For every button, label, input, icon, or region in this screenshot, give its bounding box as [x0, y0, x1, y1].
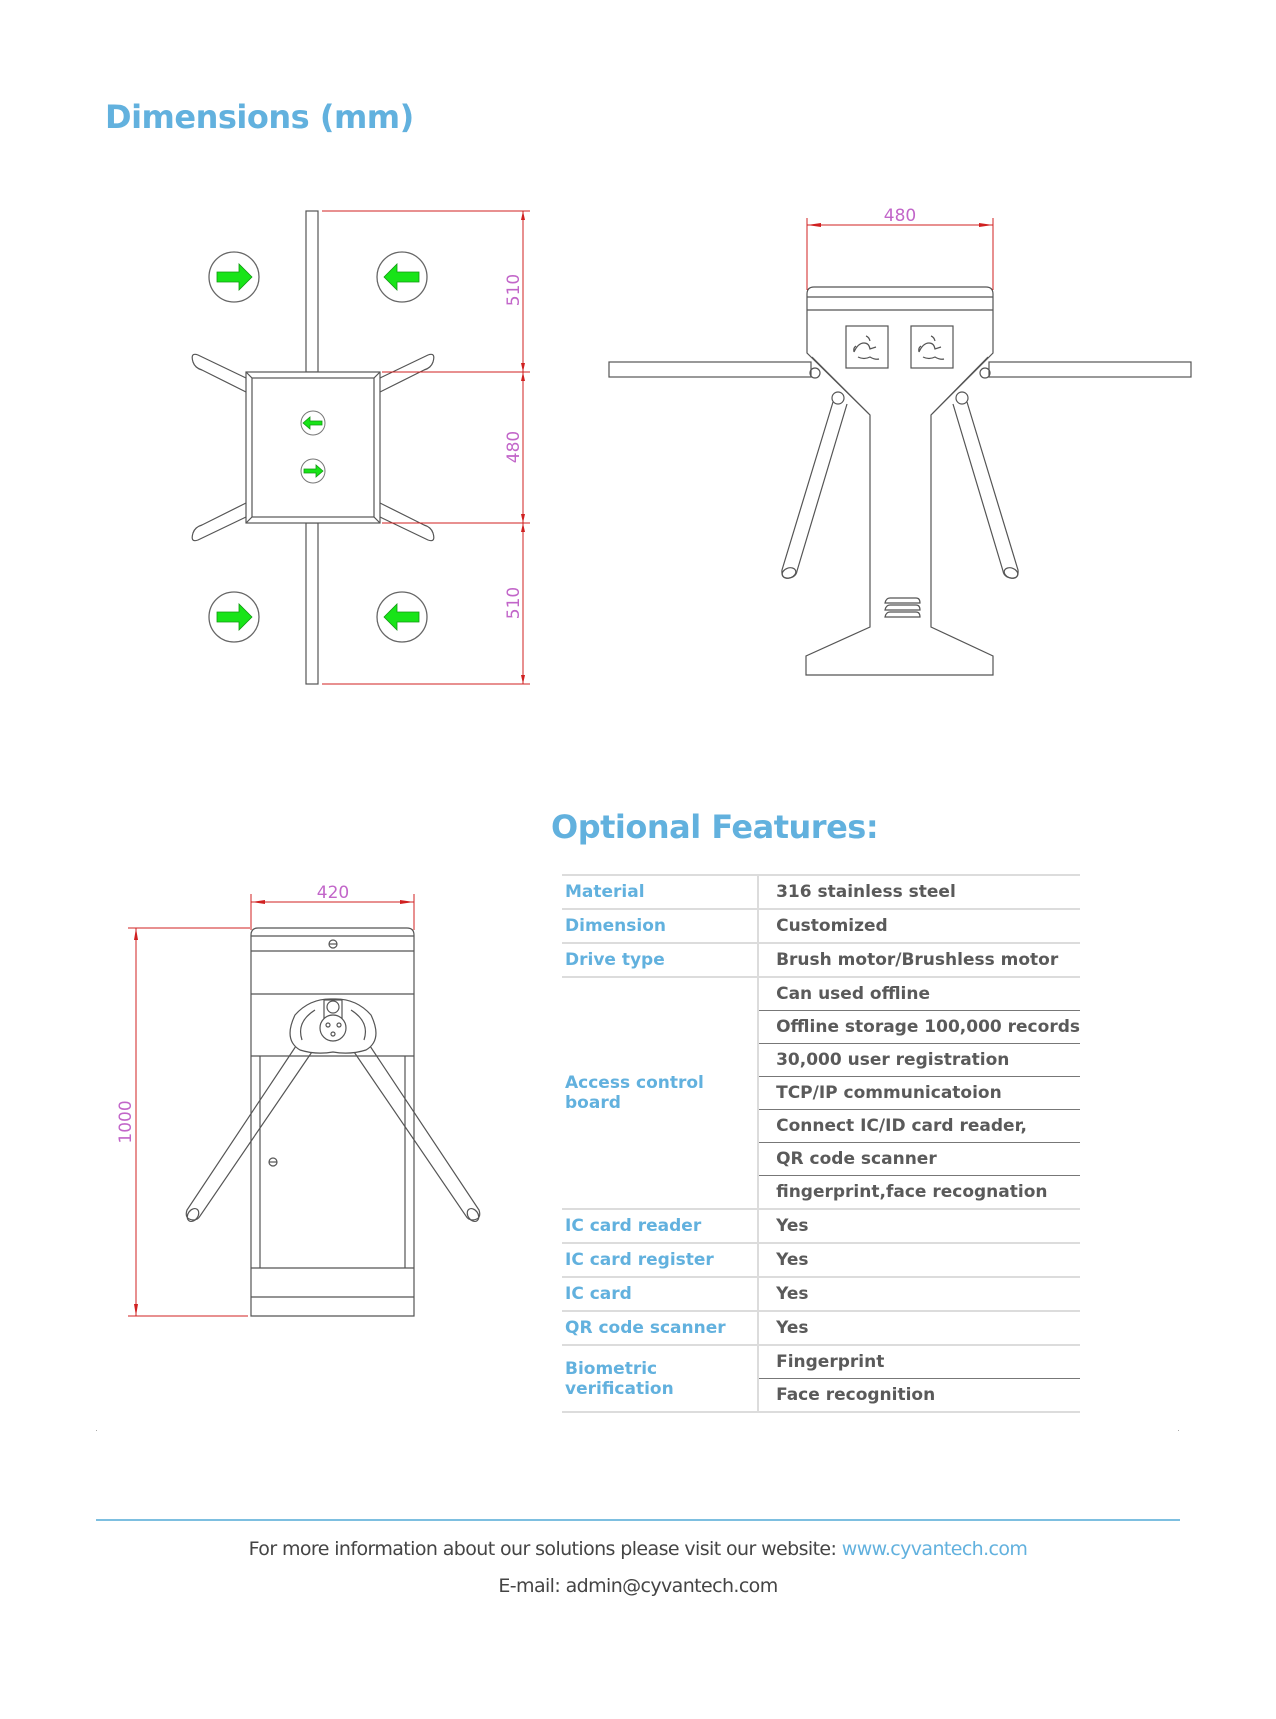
table-row [562, 943, 1080, 977]
footer-info-text: For more information about our solutions please visit our website: [248, 1538, 842, 1560]
table-row [562, 909, 1080, 943]
feature-value: Fingerprint [758, 1345, 1080, 1379]
table-row [562, 1311, 1080, 1345]
feature-value: fingerprint,face recognation [758, 1176, 1080, 1210]
front-arm-left [609, 362, 811, 377]
table-row [562, 1277, 1080, 1311]
feature-value: Yes [758, 1243, 1080, 1277]
footer-email[interactable]: E-mail: admin@cyvantech.com [498, 1575, 778, 1597]
feature-value: Yes [758, 1277, 1080, 1311]
feature-value: 30,000 user registration [758, 1044, 1080, 1077]
feature-value: TCP/IP communicatoion [758, 1077, 1080, 1110]
feature-name: Biometric verification [562, 1345, 758, 1412]
front-dimension-lines [807, 218, 993, 290]
rotor-head [290, 999, 376, 1053]
dimension-label: 510 [504, 586, 524, 620]
feature-value: Yes [758, 1209, 1080, 1243]
feature-value: Offline storage 100,000 records [758, 1011, 1080, 1044]
features-table [562, 874, 1080, 1413]
feature-value: QR code scanner [758, 1143, 1080, 1176]
dimension-label: 480 [504, 430, 524, 464]
feature-name: IC card [562, 1277, 758, 1311]
dimension-label: 420 [316, 883, 350, 903]
top-post-upper [306, 211, 318, 372]
top-view-drawing [192, 211, 530, 684]
table-row [562, 1209, 1080, 1243]
top-post-lower [306, 523, 318, 684]
optional-features-heading: Optional Features: [551, 808, 879, 846]
table-row [562, 1243, 1080, 1277]
feature-name: Access control board [562, 977, 758, 1209]
page-mark [96, 1430, 97, 1431]
side-view-drawing [116, 883, 481, 1316]
feature-name: IC card register [562, 1243, 758, 1277]
dimension-label: 510 [504, 273, 524, 307]
arrow-left-icon [377, 592, 427, 642]
feature-name: IC card reader [562, 1209, 758, 1243]
arrow-left-icon [377, 252, 427, 302]
table-row [562, 1345, 1080, 1379]
arrow-right-icon [209, 592, 259, 642]
dimension-label: 1000 [116, 1100, 136, 1144]
footer-divider [96, 1519, 1180, 1521]
arrow-right-icon [209, 252, 259, 302]
feature-value: Connect IC/ID card reader, [758, 1110, 1080, 1143]
dimension-label: 480 [883, 206, 917, 226]
feature-value: 316 stainless steel [758, 875, 1080, 909]
feature-name: QR code scanner [562, 1311, 758, 1345]
side-cabinet [251, 928, 414, 1316]
front-arm-right [989, 362, 1191, 377]
footer-info [0, 1538, 1276, 1560]
front-view-drawing [609, 206, 1191, 675]
feature-value: Can used offline [758, 977, 1080, 1011]
feature-value: Yes [758, 1311, 1080, 1345]
feature-value: Face recognition [758, 1379, 1080, 1413]
feature-value: Customized [758, 909, 1080, 943]
dimensions-heading: Dimensions (mm) [105, 98, 414, 136]
table-row [562, 977, 1080, 1011]
website-link[interactable]: www.cyvantech.com [841, 1538, 1028, 1560]
table-row [562, 875, 1080, 909]
feature-value: Brush motor/Brushless motor [758, 943, 1080, 977]
feature-name: Drive type [562, 943, 758, 977]
top-cabinet [246, 372, 380, 523]
feature-name: Material [562, 875, 758, 909]
feature-name: Dimension [562, 909, 758, 943]
page-mark [1178, 1430, 1179, 1431]
